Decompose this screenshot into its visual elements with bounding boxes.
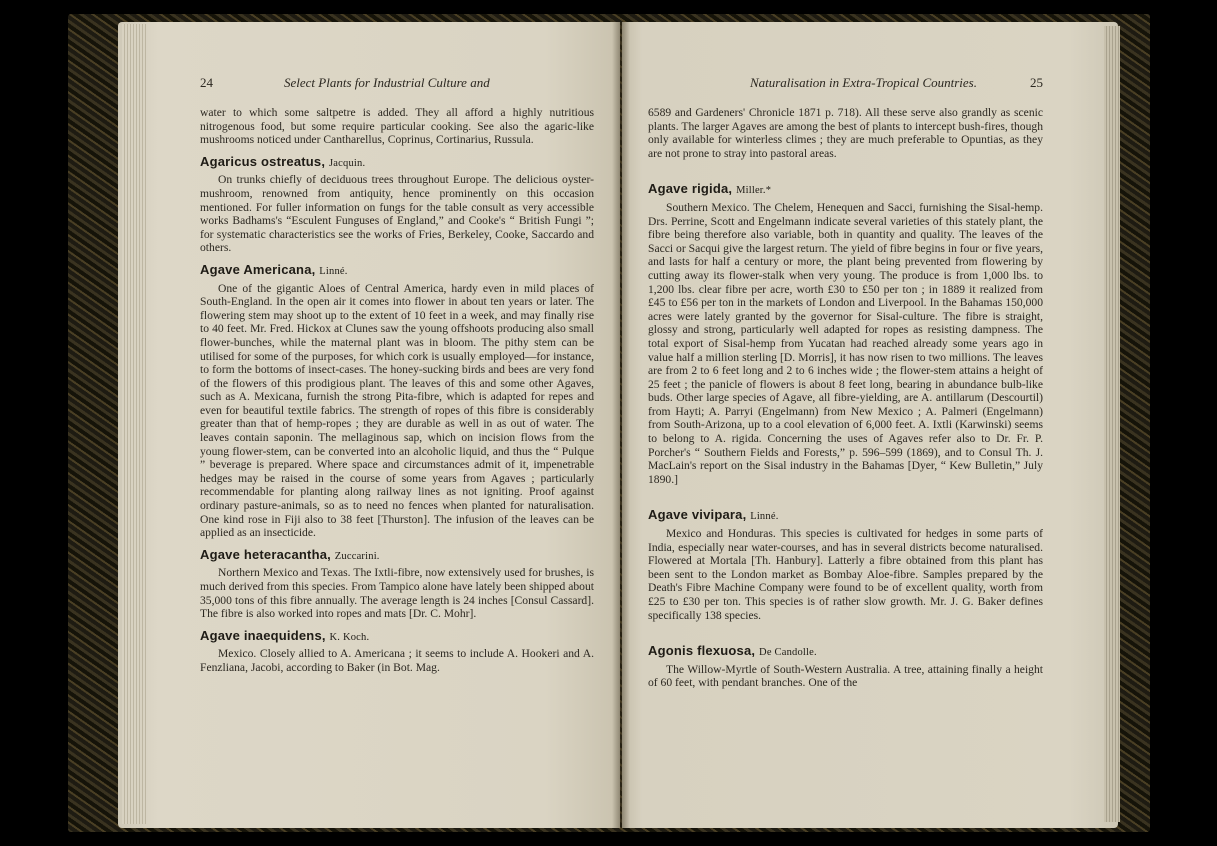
entry-text: The Willow-Myrtle of South-Western Australia. A tree, attaining finally a height of 60 feet, with pendant branches. One of the [648, 662, 1043, 690]
running-head: Select Plants for Industrial Culture and [284, 75, 490, 90]
left-page-header [200, 76, 594, 96]
right-page-text [648, 76, 1043, 690]
running-head: Naturalisation in Extra-Tropical Countries. [749, 75, 977, 90]
entry-text: Mexico and Honduras. This species is cultivated for hedges in some parts of India, especially near water-courses, and has in several districts become naturalised. Flowered at Mortala [Th. Hanbury]. Latterly a fibre obtained from this plant has been sent to the London market as Bombay Aloe-fibre. Samples prepared by the Death's Fibre Machine Company were found to be of excellent quality, worth from £25 to £30 per ton. This species is of rather slow growth. Mr. J. G. Baker defines specifically 138 species. [648, 527, 1043, 622]
entry-name: Agonis flexuosa, [648, 643, 756, 659]
right-page-header [648, 76, 1043, 96]
entry-heading [648, 182, 1043, 198]
page-edges-left [122, 24, 146, 824]
entry-heading [648, 644, 1043, 660]
entry-name: Agave Americana, [200, 261, 316, 277]
page-number: 24 [200, 75, 213, 90]
entry-authority: Linné. [750, 511, 779, 523]
entry-text: One of the gigantic Aloes of Central America, hardy even in mild places of South-England. In the open air it comes into flower in about ten years or later. The flowering stem may shoot up to the extent of 10 feet in a week, and may finally rise to 40 feet. Mr. Fred. Hickox at Clunes saw the young offshoots producing also small flower-bunches, while the maternal plant was in bloom. The pithy stem can be utilised for some of the purposes, for which cork is usually employed—for instance, to form the bottoms of insect-cases. The honey-sucking birds and bees are very fond of the flowers of this prodigious plant. The leaves of this and some other Agaves, such as A. Mexicana, furnish the strong Pita-fibre, which is adapted for repes and even for beautiful textile fabrics. The strength of ropes of this fibre is considerably greater than that of hemp-ropes ; they are durable as well in as out of water. The leaves contain saponin. The mellaginous sap, which on incision flows from the young flower-stem, can be converted into an alcoholic liquid, and thus the “ Pulque ” beverage is prepared. Where space and circumstances admit of it, impenetrable hedges may be raised in the course of some years from Agaves ; particularly recommendable for planting along railway lines as not igniting. Proof against ordinary pasture-animals, so as to need no fences when planted for naturalisation. One kind rose in Fiji also to 38 feet [Thurston]. The infusion of the leaves can be applied as an insecticide. [200, 281, 594, 540]
entry-text: Northern Mexico and Texas. The Ixtli-fibre, now extensively used for brushes, is much derived from this species. From Tampico alone have lately been shipped about 35,000 tons of this fibre annually. The average length is 24 inches [Consul Cassard]. The fibre is also worked into ropes and mats [Dr. C. Mohr]. [200, 566, 594, 621]
entry-authority: Jacquin. [329, 157, 366, 169]
intro-paragraph: water to which some saltpetre is added. They all afford a highly nutritious nitrogenous food, but some require particular cooking. See also the agaric-like mushrooms noticed under Cantharellus, Coprinus, Cortinarius, Russula. [200, 106, 594, 147]
entry-heading [200, 629, 594, 645]
entry-heading [200, 263, 594, 279]
page-edges-right [1104, 26, 1120, 822]
intro-paragraph: 6589 and Gardeners' Chronicle 1871 p. 718). All these serve also grandly as scenic plants. The larger Agaves are among the best of plants to intercept bush-fires, though only available for winterless climes ; they are much preferable to Opuntias, as they are not prone to stray into pastoral areas. [648, 106, 1043, 160]
entry-name: Agave vivipara, [648, 507, 747, 523]
left-page-text [200, 76, 594, 675]
entry-text: Southern Mexico. The Chelem, Henequen and Sacci, furnishing the Sisal-hemp. Drs. Perrine, Scott and Engelmann indicate several varieties of this stately plant, the fibre being therefore also variable, both in quantity and quality. The leaves of the Sacci or Sacqui give the largest return. The yield of fibre begins in four or five years, and lasts for half a century or more, the plant being prevented from flowering by cutting away its flower-stalk when very young. The produce is from 1,000 lbs. to 1,200 lbs. clear fibre per acre, worth £30 to £50 per ton ; in 1889 it realized from £45 to £56 per ton in the markets of London and Liverpool. In the Bahamas 150,000 acres were lately granted by the governor for Sisal-culture. The fibre is straight, glossy and strong, particularly well adapted for ropes as resisting dampness. The total export of Sisal-hemp from Yucatan had reached already some years ago in value half a million sterling [D. Morris], it has now risen to two millions. The leaves are from 2 to 6 feet long and 2 to 6 inches wide ; the flower-stem attains a height of 25 feet ; the panicle of flowers is about 8 feet long, bearing in abundance bulb-like buds. Other large species of Agave, all fibre-yielding, are A. antillarum (Descourtil) from Hayti; A. Parryi (Engelmann) from New Mexico ; A. Palmeri (Engelmann) from South-Arizona, up to a cool elevation of 6,000 feet. A. Ixtli (Karwinski) seems to belong to A. rigida. Concerning the uses of Agaves refer also to Dr. Fr. P. Porcher's “ Southern Fields and Forests,” p. 596–599 (1869), and to Consul Th. J. MacLain's report on the Sisal industry in the Bahamas [Dyer, “ Kew Bulletin,” July 1890.] [648, 200, 1043, 486]
entry-text: On trunks chiefly of deciduous trees throughout Europe. The delicious oyster-mushroom, renowned from antiquity, hence prominently on this occasion mentioned. For fuller information on fungs for the table consult as very accessible works Badhams's “Esculent Funguses of England,” and Cooke's “ British Fungi ”; for systematic characteristics see the works of Fries, Berkeley, Cooke, Saccardo and others. [200, 173, 594, 255]
entry-heading [200, 548, 594, 564]
entry-text: Mexico. Closely allied to A. Americana ; it seems to include A. Hookeri and A. Fenzliana, Jacobi, according to Baker (in Bot. Mag. [200, 647, 594, 674]
entry-authority: Zuccarini. [334, 550, 380, 562]
book-gutter [612, 22, 630, 828]
entry-authority: De Candolle. [759, 647, 817, 659]
entry-name: Agave heteracantha, [200, 546, 331, 562]
entry-name: Agave rigida, [648, 181, 733, 197]
entry-heading [200, 155, 594, 171]
entry-name: Agaricus ostreatus, [200, 153, 326, 169]
entry-name: Agave inaequidens, [200, 627, 326, 643]
entry-heading [648, 508, 1043, 524]
entry-authority: Linné. [319, 265, 348, 277]
entry-authority: Miller.* [736, 185, 772, 197]
entry-authority: K. Koch. [329, 631, 370, 643]
page-number: 25 [1030, 75, 1043, 90]
